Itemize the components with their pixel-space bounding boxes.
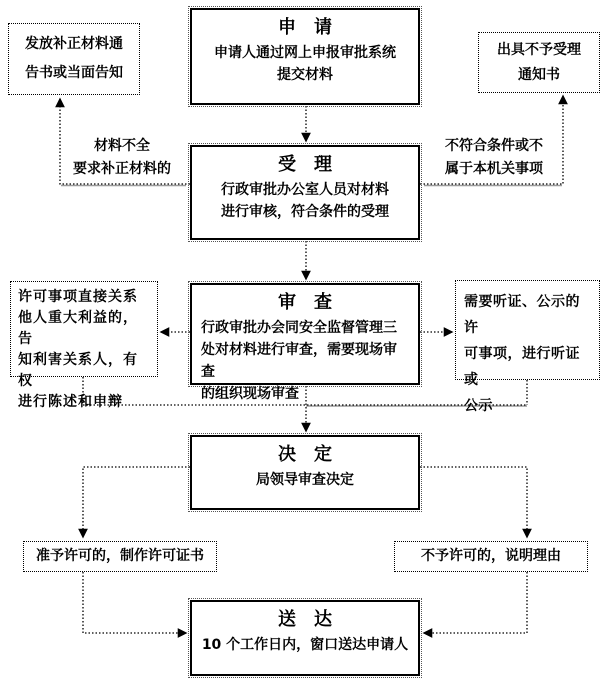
- deliver-body: [192, 634, 418, 656]
- apply-body-line: 申请人通过网上申报审批系统: [214, 45, 396, 61]
- edge-label-incomplete: [58, 135, 186, 181]
- hearing-line: 公示: [464, 398, 493, 414]
- review-title: 审 查: [278, 292, 332, 313]
- accept-body-line: 进行审核，符合条件的受理: [221, 204, 389, 220]
- edge-label-not-qualified: [434, 135, 554, 181]
- deny-line: 不予许可的，说明理由: [421, 548, 561, 564]
- review-body-line: 处对材料进行审查，需要现场审查: [201, 342, 397, 380]
- deliver-body-line: 10 个工作日内，窗口送达申请人: [201, 637, 409, 653]
- interested-party-line: 知利害关系人，有权: [18, 352, 138, 389]
- hearing-line: 需要听证、公示的许: [464, 294, 580, 336]
- connector-decide-grant: [83, 467, 190, 537]
- decide-body: [192, 469, 418, 491]
- edge-label-not-qualified-line: 属于本机关事项: [445, 161, 543, 177]
- review-box: [190, 283, 420, 402]
- accept-body-line: 行政审批办公室人员对材料: [221, 182, 389, 198]
- reject-notice-box: [478, 32, 600, 93]
- supplement-notice-box: [8, 23, 140, 95]
- reject-notice-line: 出具不予受理: [497, 42, 581, 58]
- deliver-box: [190, 600, 420, 676]
- connector-decide-deny: [420, 467, 527, 537]
- apply-title: 申 请: [278, 17, 332, 38]
- decide-box: [190, 435, 420, 510]
- connector-grant-deliver: [83, 572, 186, 633]
- accept-title: 受 理: [278, 154, 332, 175]
- interested-party-line: 许可事项直接关系: [18, 289, 138, 305]
- interested-party-line: 他人重大利益的，告: [18, 310, 138, 347]
- deny-box: [394, 541, 588, 572]
- accept-body: [192, 179, 418, 223]
- reject-notice-line: 通知书: [518, 67, 560, 83]
- edge-label-incomplete-line: 材料不全: [94, 138, 150, 154]
- apply-box: [190, 8, 420, 105]
- hearing-box: [455, 280, 600, 414]
- decide-title: 决 定: [278, 444, 332, 465]
- interested-party-line: 进行陈述和申辩: [18, 394, 123, 410]
- review-body: [192, 317, 418, 405]
- grant-line: 准予许可的，制作许可证书: [36, 548, 204, 564]
- edge-label-not-qualified-line: 不符合条件或不: [445, 138, 543, 154]
- apply-body: [192, 42, 418, 86]
- supplement-notice-line: 发放补正材料通: [25, 36, 123, 52]
- deliver-title: 送 达: [278, 609, 332, 630]
- connector-deny-deliver: [424, 572, 527, 633]
- grant-box: [23, 541, 217, 572]
- edge-label-incomplete-line: 要求补正材料的: [73, 161, 171, 177]
- interested-party-box: [10, 281, 158, 410]
- accept-box: [190, 145, 420, 240]
- apply-body-line: 提交材料: [277, 67, 333, 83]
- decide-body-line: 局领导审查决定: [256, 472, 354, 488]
- review-body-line: 的组织现场审查: [201, 386, 299, 402]
- supplement-notice-line: 告书或当面告知: [25, 65, 123, 81]
- hearing-line: 可事项，进行听证或: [464, 346, 580, 388]
- review-body-line: 行政审批办会同安全监督管理三: [201, 320, 397, 336]
